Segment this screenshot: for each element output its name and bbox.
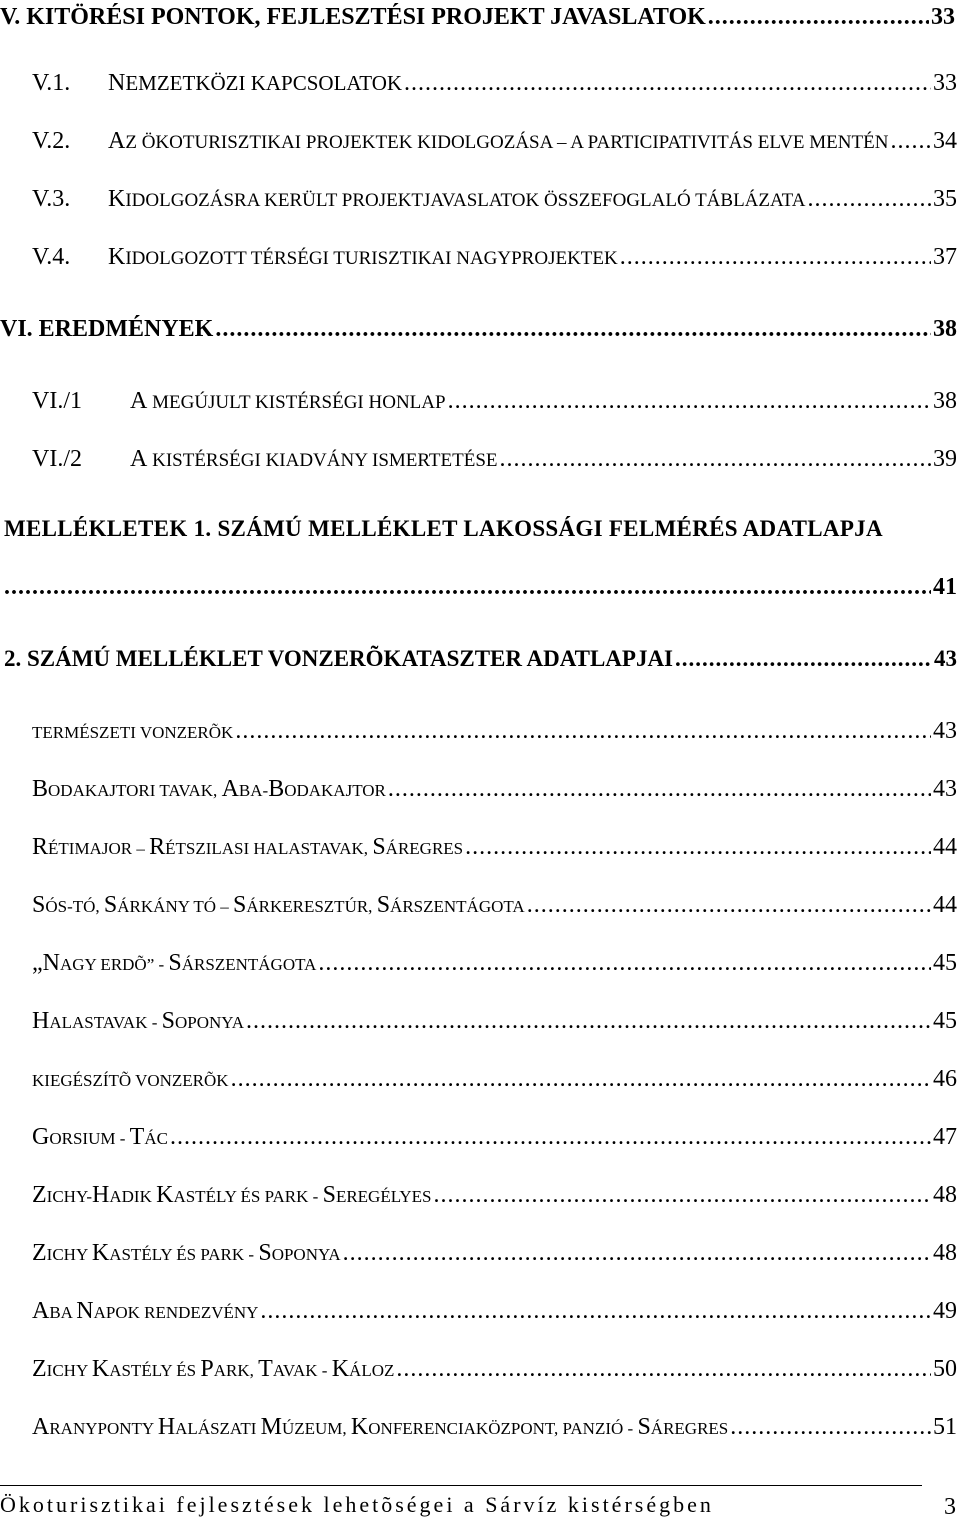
toc-entry-number: VI./2 — [32, 446, 82, 472]
dot-leader — [260, 1298, 931, 1325]
text-part: K — [350, 1414, 369, 1440]
toc-page-number: 33 — [933, 70, 957, 96]
dot-leader — [500, 446, 931, 473]
text-part: T — [129, 1124, 145, 1150]
text-part: ASTÉLY ÉS — [109, 1361, 201, 1380]
text-part: BA — [49, 1303, 77, 1322]
toc-page-number: 35 — [933, 186, 957, 212]
text-part: ÁREGRES — [650, 1419, 729, 1438]
text-part: ASTÉLY ÉS PARK - — [173, 1187, 323, 1206]
toc-entry-nagy-erdo[interactable] — [32, 950, 957, 977]
text-part: ASTÉLY ÉS PARK - — [109, 1245, 259, 1264]
dot-leader — [4, 574, 931, 601]
dot-leader — [730, 1414, 931, 1441]
text-part: ÁRSZENTÁGOTA — [181, 955, 317, 974]
toc-entry-appendix-1-title[interactable]: MELLÉKLETEK 1. SZÁMÚ MELLÉKLET LAKOSSÁGI FELMÉRÉS ADATLAPJA — [4, 516, 883, 541]
text-part: A — [221, 776, 239, 802]
toc-entry-bodakajtor[interactable] — [32, 776, 957, 803]
dot-leader — [231, 1066, 931, 1093]
dot-leader — [465, 834, 931, 861]
dot-leader — [434, 1182, 931, 1209]
text-part: ÚZEUM, — [281, 1419, 351, 1438]
text-part: B — [268, 776, 285, 802]
toc-entry-rest: Z ÖKOTURISZTIKAI PROJEKTEK KIDOLGOZÁSA – A PARTICIPATIVITÁS ELVE MENTÉN — [125, 132, 889, 153]
text-part: ÁC — [144, 1129, 168, 1148]
text-part: ICHY- — [46, 1187, 93, 1206]
toc-entry-title — [32, 834, 463, 861]
toc-entry-vi2[interactable] — [32, 446, 957, 473]
dot-leader — [890, 128, 931, 155]
text-part: S — [372, 834, 386, 860]
text-part: ODAKAJTORI TAVAK, — [48, 781, 222, 800]
toc-page-number: 44 — [933, 834, 957, 860]
toc-entry-title — [32, 1240, 341, 1267]
dot-leader — [527, 892, 931, 919]
toc-entry-title — [32, 446, 498, 473]
toc-page-number: 47 — [933, 1124, 957, 1150]
toc-entry-chapter-vi[interactable] — [0, 316, 957, 343]
text-part: OPONYA — [271, 1245, 341, 1264]
toc-entry-title: TERMÉSZETI VONZERÕK — [32, 723, 234, 742]
toc-entry-rest: IDOLGOZÁSRA KERÜLT PROJEKTJAVASLATOK ÖSSZEFOGLALÓ TÁBLÁZATA — [125, 190, 806, 211]
text-part: OPONYA — [175, 1013, 244, 1032]
toc-entry-initial: K — [108, 244, 126, 270]
text-part: H — [32, 1008, 50, 1034]
footer-page-number: 3 — [944, 1494, 956, 1520]
toc-entry-aba-napok[interactable] — [32, 1298, 957, 1325]
text-part: AGY ERDÕ” - — [59, 955, 169, 974]
toc-entry-v4[interactable] — [32, 244, 957, 271]
toc-entry-title — [32, 1414, 728, 1441]
toc-entry-number: V.2. — [32, 128, 71, 154]
text-part: M — [260, 1414, 282, 1440]
toc-page-number: 48 — [933, 1182, 957, 1208]
text-part: ÓS-TÓ, — [45, 897, 104, 916]
toc-entry-title: VI. EREDMÉNYEK — [0, 316, 214, 342]
toc-entry-title: V. KITÖRÉSI PONTOK, FEJLESZTÉSI PROJEKT JAVASLATOK — [0, 4, 706, 30]
text-part: ODAKAJTOR — [284, 781, 386, 800]
text-part: ÁRSZENTÁGOTA — [390, 897, 525, 916]
toc-entry-halastavak[interactable] — [32, 1008, 957, 1035]
toc-entry-initial: A — [130, 388, 148, 414]
toc-entry-zichy-kaloz[interactable] — [32, 1356, 957, 1383]
dot-leader — [170, 1124, 931, 1151]
toc-entry-rest: MEGÚJULT KISTÉRSÉGI HONLAP — [147, 392, 446, 413]
dot-leader — [708, 4, 929, 31]
dot-leader — [675, 646, 932, 672]
toc-entry-title — [32, 128, 888, 155]
dot-leader — [343, 1240, 931, 1267]
toc-entry-title — [32, 70, 402, 97]
text-part: ALASTAVAK - — [49, 1013, 162, 1032]
toc-entry-number: V.4. — [32, 244, 71, 270]
text-part: ÁREGRES — [385, 839, 464, 858]
text-part: R — [149, 834, 166, 860]
toc-entry-rest: KISTÉRSÉGI KIADVÁNY ISMERTETÉSE — [147, 450, 498, 471]
text-part: ORSIUM - — [49, 1129, 130, 1148]
dot-leader — [396, 1356, 931, 1383]
toc-page-number: 34 — [933, 128, 957, 154]
text-part: ONFERENCIAKÖZPONT, PANZIÓ - — [368, 1419, 638, 1438]
text-part: BA- — [238, 781, 269, 800]
text-part: S — [168, 950, 182, 976]
text-part: K — [156, 1182, 174, 1208]
toc-page-number: 37 — [933, 244, 957, 270]
text-part: K — [331, 1356, 350, 1382]
toc-page-number: 50 — [933, 1356, 957, 1382]
toc-entry-v1[interactable] — [32, 70, 957, 97]
text-part: H — [157, 1414, 176, 1440]
dot-leader — [807, 186, 931, 213]
text-part: S — [258, 1240, 272, 1266]
text-part: N — [76, 1298, 94, 1324]
text-part: ADIK — [109, 1187, 157, 1206]
toc-entry-title — [32, 892, 525, 919]
text-part: ÉTIMAJOR – — [48, 839, 150, 858]
text-part: P — [200, 1356, 214, 1382]
text-part: ICHY — [46, 1361, 92, 1380]
text-part: S — [322, 1182, 336, 1208]
toc-entry-retimajor[interactable] — [32, 834, 957, 861]
toc-page-number: 45 — [933, 1008, 957, 1034]
toc-entry-number: VI./1 — [32, 388, 82, 414]
toc-entry-initial: A — [130, 446, 148, 472]
text-part: A — [32, 1414, 50, 1440]
text-part: ÉTSZILASI HALASTAVAK, — [165, 839, 373, 858]
text-part: T — [258, 1356, 273, 1382]
text-part: RANYPONTY — [49, 1419, 158, 1438]
text-part: S — [637, 1414, 651, 1440]
toc-entry-v2[interactable] — [32, 128, 957, 155]
text-part: S — [376, 892, 391, 918]
dot-leader — [318, 950, 931, 977]
text-part: ICHY — [46, 1245, 92, 1264]
footer-title: Ökoturisztikai fejlesztések lehetõségei a Sárvíz kistérségben — [0, 1492, 714, 1517]
toc-entry-title: KIEGÉSZÍTÕ VONZERÕK — [32, 1071, 229, 1090]
text-part: AVAK - — [272, 1361, 332, 1380]
toc-page-number: 48 — [933, 1240, 957, 1266]
toc-page-number: 51 — [933, 1414, 957, 1440]
text-part: ARK, — [213, 1361, 259, 1380]
toc-entry-title: 2. SZÁMÚ MELLÉKLET VONZERÕKATASZTER ADATLAPJAI — [4, 646, 674, 671]
text-part: S — [32, 892, 46, 918]
toc-entry-title — [32, 1182, 432, 1209]
text-part: „N — [32, 950, 60, 976]
dot-leader — [404, 70, 931, 97]
text-part: S — [103, 892, 118, 918]
toc-entry-number: V.1. — [32, 70, 71, 96]
footer-divider — [0, 1485, 922, 1486]
toc-entry-v3[interactable] — [32, 186, 957, 213]
toc-page-number: 38 — [933, 316, 957, 342]
text-part: Z — [32, 1240, 47, 1266]
toc-entry-zichy-soponya[interactable] — [32, 1240, 957, 1267]
text-part: K — [91, 1356, 110, 1382]
text-part: K — [91, 1240, 110, 1266]
toc-entry-sos-to[interactable] — [32, 892, 957, 919]
text-part: Z — [32, 1356, 47, 1382]
dot-leader — [448, 388, 931, 415]
text-part: A — [32, 1298, 50, 1324]
toc-entry-title — [32, 1124, 168, 1151]
toc-page-number: 43 — [933, 776, 957, 802]
toc-entry-number: V.3. — [32, 186, 71, 212]
text-part: ÁRKÁNY TÓ – — [117, 897, 233, 916]
text-part: ALÁSZATI — [175, 1419, 261, 1438]
toc-entry-initial: N — [108, 70, 126, 96]
text-part: H — [92, 1182, 110, 1208]
toc-entry-initial: K — [108, 186, 126, 212]
text-part: ÁLOZ — [349, 1361, 395, 1380]
text-part: B — [32, 776, 49, 802]
toc-page-number: 46 — [933, 1066, 957, 1092]
toc-entry-title — [32, 1298, 258, 1325]
toc-entry-appendix-2[interactable] — [4, 646, 957, 672]
text-part: ÁRKERESZTÚR, — [246, 897, 377, 916]
toc-entry-title — [32, 776, 386, 803]
text-part: EREGÉLYES — [335, 1187, 432, 1206]
toc-page-number: 33 — [931, 4, 955, 30]
toc-entry-title — [32, 244, 618, 271]
toc-entry-aranyponty[interactable] — [32, 1414, 957, 1441]
toc-page-number: 44 — [933, 892, 957, 918]
dot-leader — [246, 1008, 931, 1035]
dot-leader — [235, 718, 931, 745]
toc-entry-rest: EMZETKÖZI KAPCSOLATOK — [125, 71, 403, 95]
toc-entry-gorsium[interactable] — [32, 1124, 957, 1151]
toc-entry-title — [32, 1008, 244, 1035]
text-part: Z — [32, 1182, 47, 1208]
toc-entry-initial: A — [108, 128, 126, 154]
toc-entry-title — [32, 186, 805, 213]
toc-entry-chapter-v[interactable] — [0, 4, 955, 31]
toc-page-number: 38 — [933, 388, 957, 414]
text-part: APOK RENDEZVÉNY — [93, 1303, 259, 1322]
toc-page-number: 41 — [933, 574, 957, 600]
toc-entry-title — [32, 388, 446, 415]
text-part: S — [232, 892, 247, 918]
toc-entry-title — [32, 950, 316, 977]
toc-entry-rest: IDOLGOZOTT TÉRSÉGI TURISZTIKAI NAGYPROJEKTEK — [125, 248, 618, 269]
dot-leader — [620, 244, 931, 271]
toc-page-number: 39 — [933, 446, 957, 472]
toc-page-number: 43 — [934, 646, 957, 671]
text-part: S — [161, 1008, 176, 1034]
toc-entry-appendix-1-page[interactable] — [4, 574, 957, 601]
toc-page-number: 45 — [933, 950, 957, 976]
toc-entry-vi1[interactable] — [32, 388, 957, 415]
toc-entry-title — [32, 1356, 394, 1383]
toc-entry-natural-attractions[interactable] — [32, 718, 957, 745]
toc-entry-zichy-hadik[interactable] — [32, 1182, 957, 1209]
dot-leader — [388, 776, 931, 803]
text-part: G — [32, 1124, 50, 1150]
toc-page-number: 49 — [933, 1298, 957, 1324]
toc-page-number: 43 — [933, 718, 957, 744]
toc-entry-supplementary-attractions[interactable] — [32, 1066, 957, 1093]
text-part: R — [32, 834, 49, 860]
dot-leader — [215, 316, 931, 343]
